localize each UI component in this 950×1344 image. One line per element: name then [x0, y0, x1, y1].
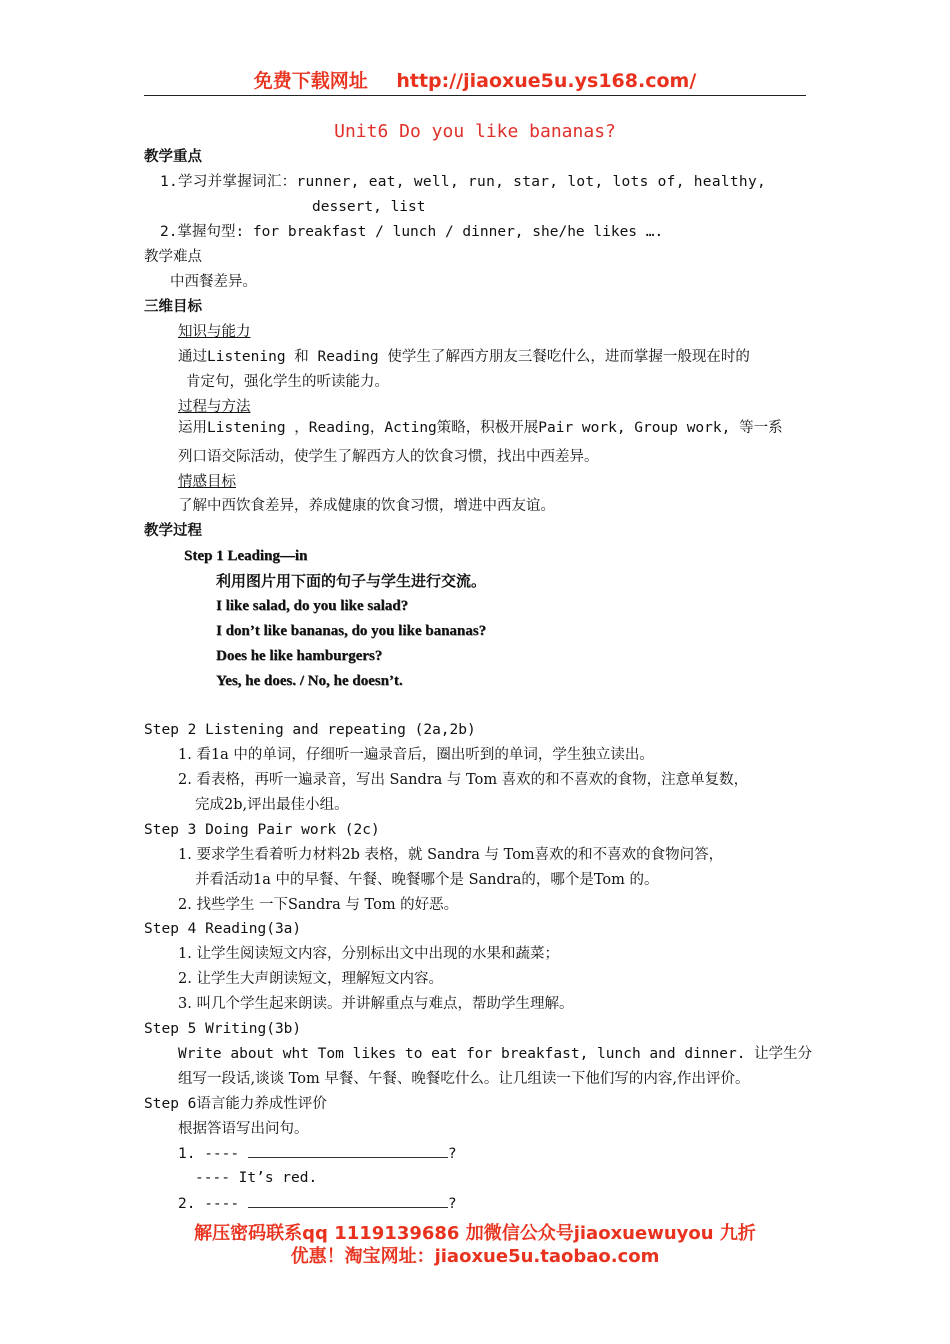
question-2	[178, 1193, 457, 1214]
footer-line-2: 优惠！淘宝网址：jiaoxue5u.taobao.com	[290, 1246, 660, 1267]
process-text-1: 运用Listening ，Reading，Acting策略，积极开展Pair work, Group work, 等一系	[178, 420, 783, 436]
step3-item-2: 2. 找些学生 一下Sandra 与 Tom 的好恶。	[178, 897, 459, 913]
step6-intro: 根据答语写出问句。	[178, 1121, 309, 1137]
process-text-2: 列口语交际活动，使学生了解西方人的饮食习惯，找出中西差异。	[178, 449, 599, 465]
question-2-mark: ?	[447, 1196, 457, 1212]
header-url-link[interactable]: http://jiaoxue5u.ys168.com/	[396, 70, 697, 92]
step2-title: Step 2 Listening and repeating (2a,2b)	[144, 722, 476, 738]
step5-title: Step 5 Writing(3b)	[144, 1021, 302, 1037]
knowledge-label: 知识与能力	[178, 324, 251, 340]
goals-heading: 三维目标	[144, 299, 202, 315]
step4-item-1: 1. 让学生阅读短文内容，分别标出文中出现的水果和蔬菜；	[178, 946, 559, 962]
step2-item-2-cont: 完成2b,评出最佳小组。	[195, 797, 349, 813]
step1-sentence: I don’t like bananas, do you like bananas?	[216, 623, 487, 639]
step4-item-3: 3. 叫几个学生起来朗读。并讲解重点与难点，帮助学生理解。	[178, 996, 574, 1012]
difficulty-heading: 教学难点	[144, 249, 202, 265]
step2-item-1: 1. 看1a 中的单词，仔细听一遍录音后，圈出听到的单词，学生独立读出。	[178, 747, 654, 763]
focus-item-1-cont: dessert, list	[312, 199, 426, 215]
focus-heading: 教学重点	[144, 149, 202, 165]
difficulty-text: 中西餐差异。	[170, 274, 257, 290]
question-1-mark: ?	[447, 1146, 457, 1162]
step1-instruction: 利用图片用下面的句子与学生进行交流。	[216, 572, 487, 590]
step6-title: Step 6语言能力养成性评价	[144, 1096, 327, 1112]
knowledge-text-1: 通过Listening 和 Reading 使学生了解西方朋友三餐吃什么，进而掌握一般现在时的	[178, 349, 750, 365]
header-label: 免费下载网址	[253, 70, 368, 92]
question-1	[178, 1143, 457, 1164]
page-title: Unit6 Do you like bananas?	[334, 121, 616, 142]
step1-sentence: I like salad, do you like salad?	[216, 598, 409, 614]
question-2-prefix: 2. ----	[178, 1196, 240, 1212]
step3-title: Step 3 Doing Pair work (2c)	[144, 822, 380, 838]
emotion-label: 情感目标	[178, 474, 236, 490]
step3-item-1-cont: 并看活动1a 中的早餐、午餐、晚餐哪个是 Sandra的，哪个是Tom 的。	[195, 872, 659, 888]
step4-title: Step 4 Reading(3a)	[144, 921, 302, 937]
question-1-answer: ---- It’s red.	[195, 1170, 318, 1186]
process-label: 过程与方法	[178, 399, 251, 415]
step3-item-1: 1. 要求学生看着听力材料2b 表格，就 Sandra 与 Tom喜欢的和不喜欢的食物问答，	[178, 847, 724, 863]
focus-item-1: 1.学习并掌握词汇：runner, eat, well, run, star, lot, lots of, healthy,	[160, 174, 767, 190]
emotion-text: 了解中西饮食差异，养成健康的饮食习惯，增进中西友谊。	[178, 498, 555, 514]
step4-item-2: 2. 让学生大声朗读短文，理解短文内容。	[178, 971, 443, 987]
step1-sentence: Does he like hamburgers?	[216, 648, 383, 664]
download-header	[144, 66, 806, 93]
question-1-prefix: 1. ----	[178, 1146, 240, 1162]
footer-line-1: 解压密码联系qq 1119139686 加微信公众号jiaoxuewuyou 九折	[194, 1223, 756, 1244]
step2-item-2: 2. 看表格，再听一遍录音，写出 Sandra 与 Tom 喜欢的和不喜欢的食物，注意单复数，	[178, 772, 749, 788]
focus-item-2: 2.掌握句型: for breakfast / lunch / dinner, she/he likes ….	[160, 224, 664, 240]
question-2-blank[interactable]	[248, 1193, 448, 1208]
procedure-heading: 教学过程	[144, 523, 202, 539]
header-divider	[144, 95, 806, 96]
question-1-blank[interactable]	[248, 1143, 448, 1158]
step1-sentence: Yes, he does. / No, he doesn’t.	[216, 673, 403, 689]
step5-text-2: 组写一段话,谈谈 Tom 早餐、午餐、晚餐吃什么。让几组读一下他们写的内容,作出评价。	[178, 1071, 750, 1087]
step5-text-1: Write about wht Tom likes to eat for breakfast, lunch and dinner. 让学生分	[178, 1046, 813, 1062]
step1-title: Step 1 Leading—in	[184, 548, 308, 564]
knowledge-text-2: 肯定句，强化学生的听读能力。	[186, 374, 389, 390]
